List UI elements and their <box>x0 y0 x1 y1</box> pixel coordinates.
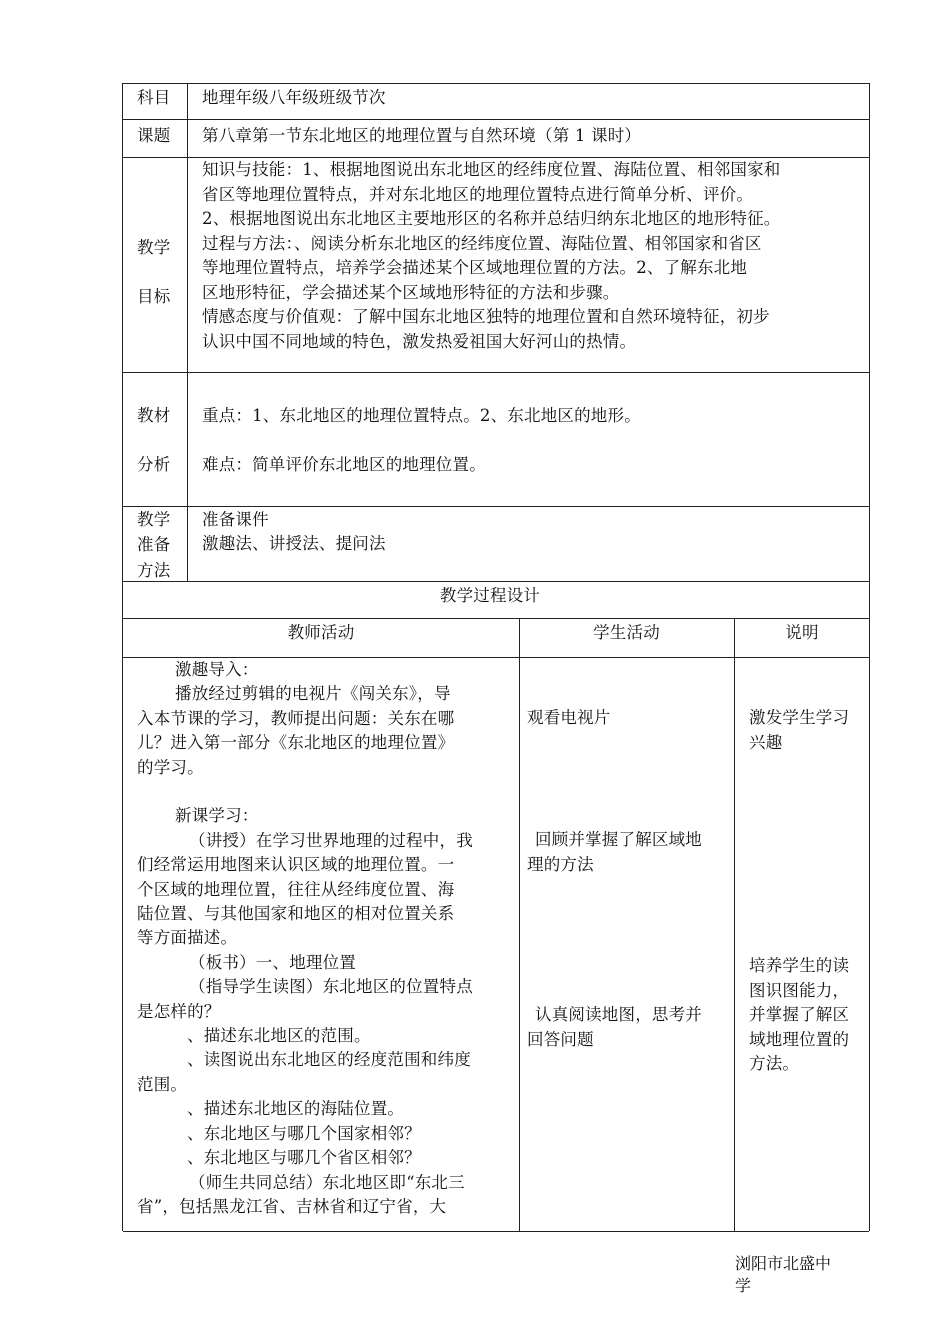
prep-line-2: 激趣法、讲授法、提问法 <box>202 534 386 553</box>
column-divider <box>519 618 520 1231</box>
teacher-line: 是怎样的？ <box>137 1001 221 1021</box>
note-2 <box>749 954 849 1077</box>
footer-line: 学 <box>735 1276 752 1295</box>
analysis-label-1: 教材 <box>137 406 171 425</box>
footer-school <box>735 1253 831 1297</box>
column-divider <box>734 618 735 1231</box>
teacher-line: 播放经过剪辑的电视片《闯关东》，导 <box>175 684 451 704</box>
note-1 <box>749 706 849 755</box>
teacher-line: 新课学习： <box>175 806 259 826</box>
student-activity-2 <box>527 828 702 877</box>
teacher-line: 、描述东北地区的范围。 <box>187 1026 371 1046</box>
goals-line: 2、根据地图说出东北地区主要地形区的名称并总结归纳东北地区的地形特征。 <box>202 209 781 228</box>
goals-label-2: 目标 <box>137 287 171 306</box>
teacher-line: （指导学生读图）东北地区的位置特点 <box>189 977 473 997</box>
difficulty: 难点：简单评价东北地区的地理位置。 <box>202 455 486 474</box>
teacher-activity <box>137 658 473 1219</box>
student-line: 认真阅读地图，思考并 <box>535 1005 702 1024</box>
teacher-line: 陆位置、与其他国家和地区的相对位置关系 <box>137 904 455 924</box>
teacher-column-header: 教师活动 <box>287 623 355 642</box>
teacher-line <box>137 780 473 804</box>
student-line: 观看电视片 <box>527 708 611 727</box>
topic-label: 课题 <box>137 126 171 145</box>
key-points: 重点：1、东北地区的地理位置特点。2、东北地区的地形。 <box>202 406 641 425</box>
teacher-line: 们经常运用地图来认识区域的地理位置。一 <box>137 855 455 875</box>
teacher-line: 入本节课的学习，教师提出问题：关东在哪 <box>137 708 455 728</box>
prep-label-2: 准备 <box>137 535 171 554</box>
teacher-line: 、读图说出东北地区的经度范围和纬度 <box>187 1050 471 1070</box>
row-divider <box>123 581 869 582</box>
student-line: 回顾并掌握了解区域地 <box>535 830 702 849</box>
note-line: 方法。 <box>749 1054 800 1073</box>
student-column-header: 学生活动 <box>593 623 660 642</box>
prep-line-1: 准备课件 <box>202 510 269 529</box>
goals-line: 认识中国不同地域的特色，激发热爱祖国大好河山的热情。 <box>202 331 637 351</box>
process-title: 教学过程设计 <box>439 586 541 605</box>
teacher-line: 、东北地区与哪几个国家相邻？ <box>187 1123 421 1143</box>
teacher-line: 范围。 <box>137 1074 188 1094</box>
row-divider <box>123 119 869 120</box>
teacher-line: 儿？进入第一部分《东北地区的地理位置》 <box>137 733 455 753</box>
row-divider <box>123 618 869 619</box>
teacher-line: （师生共同总结）东北地区即“东北三 <box>189 1172 465 1192</box>
teacher-line: 、描述东北地区的海陆位置。 <box>187 1099 405 1119</box>
student-activity-1 <box>527 706 611 731</box>
note-line: 激发学生学习 <box>749 708 850 727</box>
prep-label-1: 教学 <box>137 510 171 529</box>
goals-line: 知识与技能：1、根据地图说出东北地区的经纬度位置、海陆位置、相邻国家和 <box>202 160 781 179</box>
teacher-line: 省”，包括黑龙江省、吉林省和辽宁省，大 <box>137 1196 447 1216</box>
teacher-line: 等方面描述。 <box>137 928 238 948</box>
row-divider <box>123 1231 869 1232</box>
subject-value: 地理年级八年级班级节次 <box>202 88 386 107</box>
subject-label: 科目 <box>137 88 171 107</box>
topic-value: 第八章第一节东北地区的地理位置与自然环境（第 1 课时） <box>202 126 642 145</box>
goals-line: 区地形特征，学会描述某个区域地形特征的方法和步骤。 <box>202 282 620 302</box>
teacher-line: （板书）一、地理位置 <box>189 952 356 972</box>
goals-line: 情感态度与价值观：了解中国东北地区独特的地理位置和自然环境特征，初步 <box>202 307 770 326</box>
student-line: 理的方法 <box>527 854 594 874</box>
teacher-line: 、东北地区与哪几个省区相邻？ <box>187 1148 421 1168</box>
student-activity-3 <box>527 1003 702 1052</box>
note-line: 域地理位置的 <box>749 1029 850 1049</box>
note-line: 图识图能力， <box>749 980 850 1000</box>
teacher-line: 个区域的地理位置，往往从经纬度位置、海 <box>137 879 455 899</box>
note-column-header: 说明 <box>785 623 819 642</box>
teacher-line: 的学习。 <box>137 757 204 777</box>
footer-line: 浏阳市北盛中 <box>735 1254 832 1273</box>
goals-line: 省区等地理位置特点，并对东北地区的地理位置特点进行简单分析、评价。 <box>202 184 754 204</box>
analysis-label-2: 分析 <box>137 455 171 474</box>
goals-line: 等地理位置特点，培养学会描述某个区域地理位置的方法。2、了解东北地 <box>202 258 748 277</box>
goals-text <box>202 158 781 354</box>
note-line: 并掌握了解区 <box>749 1005 850 1024</box>
goals-label-1: 教学 <box>137 238 171 257</box>
row-divider <box>123 372 869 373</box>
note-line: 兴趣 <box>749 732 783 752</box>
teacher-line: 激趣导入： <box>175 660 259 679</box>
label-column-divider <box>187 84 188 581</box>
note-line: 培养学生的读 <box>749 956 850 975</box>
goals-line: 过程与方法：、阅读分析东北地区的经纬度位置、海陆位置、相邻国家和省区 <box>202 233 762 253</box>
teacher-line: （讲授）在学习世界地理的过程中，我 <box>189 830 473 850</box>
row-divider <box>123 506 869 507</box>
student-line: 回答问题 <box>527 1029 594 1049</box>
prep-label-3: 方法 <box>137 561 171 580</box>
